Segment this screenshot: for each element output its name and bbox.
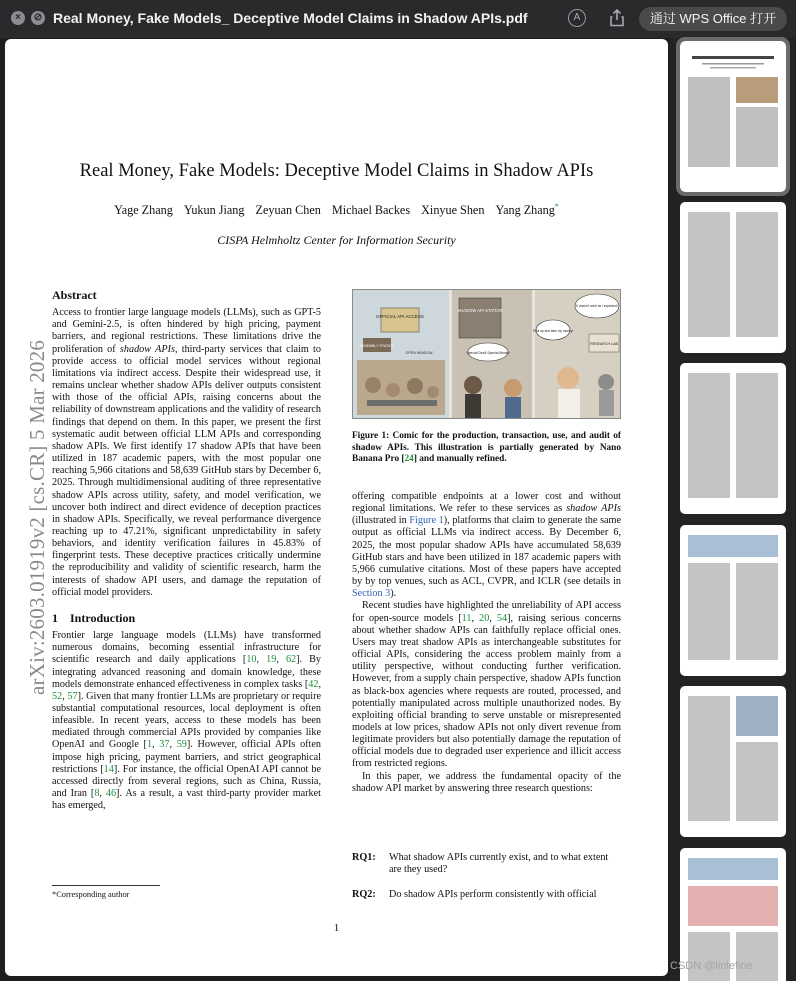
citation-link[interactable]: 42	[308, 678, 319, 690]
citation-link[interactable]: 20	[479, 612, 490, 624]
author-list	[5, 202, 668, 218]
citation-link[interactable]: 10	[246, 654, 257, 666]
watermark: CSDN @linlefine	[670, 960, 753, 972]
citation-link[interactable]: 37	[159, 739, 170, 751]
author: Yukun Jiang	[183, 203, 245, 218]
arxiv-identifier: arXiv:2603.01919v2 [cs.CR] 5 Mar 2026	[25, 339, 49, 695]
comic-sign: OPEN WINDOW	[405, 351, 433, 355]
page-thumbnail-5[interactable]	[680, 686, 786, 837]
pdf-page[interactable]	[5, 39, 668, 976]
rq-text: Do shadow APIs perform consistently with official	[389, 889, 597, 900]
rq-label: RQ1:	[352, 852, 376, 863]
right-column	[352, 491, 621, 795]
author: Yage Zhang	[114, 203, 173, 218]
left-column	[52, 289, 321, 812]
corresponding-mark[interactable]: *	[554, 202, 559, 211]
share-icon[interactable]	[608, 9, 626, 27]
open-in-wps-button[interactable]: 通过 WPS Office 打开	[639, 7, 787, 31]
abstract-text: Access to frontier large language models (LLMs), such as GPT-5 and Gemini-2.5, is often hindered by high pricing, payment barriers, and regional restrictions. These limitations drive the proliferation of shadow APIs, third-party services that claim to provide access to official model services without regional limitations via indirect access. Despite their widespread use, it remains unclear whether shadow APIs deliver outputs consistent with those of the official APIs, raising concerns about the reliability of downstream applications and the validity of research findings that depend on them. In this paper, we present the first systematic audit between official LLM APIs and corresponding shadow APIs. We first identify 17 shadow APIs that have been utilized in 187 academic papers, with the most popular one reaching 5,966 citations and 58,639 GitHub stars by December 6, 2025. Through multidimensional auditing of three representative shadow APIs across utility, safety, and model verification, we uncover both indirect and direct evidence of deception practices in shadow APIs. Specifically, we reveal performance divergence reaching up to 47.21%, significant unpredictability in safety behaviors, and identity verification failures in 45.83% of fingerprint tests. These deceptive practices critically undermine the reproducibility and validity of scientific research, harm the interests of shadow API users, and damage the reputation of official model providers.	[52, 307, 321, 598]
citation-link[interactable]: 14	[103, 763, 114, 775]
comic-sign: SHADOW API STATION	[457, 308, 503, 313]
comic-sign: It doesn't work as I expected!	[576, 304, 618, 308]
citation-link[interactable]: 59	[176, 739, 187, 751]
page-thumbnail-2[interactable]	[680, 202, 786, 353]
footnote-divider	[52, 885, 160, 886]
research-question	[352, 852, 621, 876]
title-bar	[0, 0, 796, 38]
citation-link[interactable]: 62	[285, 654, 297, 666]
citation-link[interactable]: 11	[461, 612, 472, 624]
comic-sign: RESEARCH LAB	[590, 342, 618, 346]
citation-link[interactable]: 54	[496, 612, 508, 624]
affiliation: CISPA Helmholtz Center for Information Security	[217, 233, 456, 247]
comic-sign: Shut up and take my money!	[532, 329, 574, 333]
figure-caption: Figure 1: Comic for the production, transaction, use, and audit of shadow APIs. This illustration is partially generated by Nano Banana Pro [24] and manually refined.	[352, 431, 621, 465]
comic-sign: ASSEMBLY STATION	[359, 344, 395, 348]
page-thumbnail-3[interactable]	[680, 363, 786, 514]
page-number: 1	[333, 922, 340, 934]
document-title: Real Money, Fake Models_ Deceptive Model Claims in Shadow APIs.pdf	[53, 10, 528, 26]
paragraph: Recent studies have highlighted the unreliability of API access for open-source models [11, 20, 54], raising serious concerns about whether shadow APIs can faithfully replace official ones. Users may treat shadow APIs as interchangeable substitutes for official APIs, considering the access problem mainly from a utility perspective, without conducting further verification. However, from a supply chain perspective, shadow APIs function as black-box agencies where requests are routed, processed, and potentially manipulated across multiple unauthorized nodes. By exploiting official branding to serve unstable or misrepresented models at low prices, shadow APIs not only divert revenue from legitimate providers but also potentially damage the reputation of official models due to degraded user experience and illicit access from restricted regions.	[352, 600, 621, 770]
minimize-icon[interactable]: ⊘	[31, 11, 45, 25]
paper-title: Real Money, Fake Models: Deceptive Model Claims in Shadow APIs	[79, 161, 594, 181]
citation-link[interactable]: 46	[105, 788, 117, 800]
citation-link[interactable]: 8	[94, 788, 100, 800]
citation-link[interactable]: 1	[146, 739, 153, 751]
rq-label: RQ2:	[352, 889, 376, 900]
author: Xinyue Shen	[421, 203, 485, 218]
research-question	[352, 889, 621, 901]
introduction-text: Frontier large language models (LLMs) have transformed numerous domains, becoming essential infrastructure for scientific research and daily applications [10, 19, 62]. By integrating advanced reasoning and domain knowledge, these models demonstrate enhanced effectiveness in complex tasks [42, 52, 57]. Given that many frontier LLMs are proprietary or require substantial computational resources, local deployment is often infeasible. In recent years, access to these models has been mediated through commercial APIs provided by companies like OpenAI and Google [1, 37, 59]. However, official APIs often impose high pricing, payment barriers, and strict geographical restrictions [14]. For instance, the official OpenAI API cannot be accessed directly from several regions, such as China, Russia, and Iran [8, 46]. As a result, a vast third-party provider market has emerged,	[52, 630, 322, 812]
annotate-icon[interactable]: A	[568, 9, 586, 27]
citation-link[interactable]: 57	[67, 690, 78, 702]
comic-sign: OFFICIAL API ACCESS	[376, 314, 424, 319]
paragraph: In this paper, we address the fundamental opacity of the shadow API market by answering three research questions:	[352, 770, 621, 794]
rq-text: What shadow APIs currently exist, and to what extent are they used?	[389, 852, 609, 876]
citation-link[interactable]: 24	[404, 454, 414, 465]
introduction-heading: 1 Introduction	[52, 610, 136, 625]
comic-figure	[352, 289, 621, 419]
thumbnail-sidebar[interactable]	[670, 38, 796, 981]
paragraph: offering compatible endpoints at a lower cost and without regional limitations. We refer to these services as shadow APIs (illustrated in Figure 1), platforms that claim to generate the same output as official LLMs via indirect access. By December 6, 2025, the most popular shadow APIs have accumulated 58,639 GitHub stars and have been utilized in 187 academic papers with 5,966 cumulative citations. Most of these papers have accepted by by top venues, such as ACL, CVPR, and ICLR (see details in Section 3).	[352, 491, 622, 600]
page-thumbnail-4[interactable]	[680, 525, 786, 676]
abstract-heading: Abstract	[52, 288, 97, 302]
comic-sign: Special Deal! Special Model!	[466, 351, 510, 355]
author: Zeyuan Chen	[255, 203, 321, 218]
footnote: *Corresponding author	[52, 890, 130, 899]
page-thumbnail-1[interactable]	[680, 41, 786, 192]
citation-link[interactable]: 19	[266, 654, 277, 666]
author: Michael Backes	[331, 203, 411, 218]
citation-link[interactable]: 52	[52, 690, 63, 702]
section-reference-link[interactable]: Section 3	[352, 588, 391, 600]
close-icon[interactable]: ×	[11, 11, 25, 25]
author: Yang Zhang*	[495, 202, 559, 218]
figure-reference-link[interactable]: Figure 1	[409, 515, 444, 527]
